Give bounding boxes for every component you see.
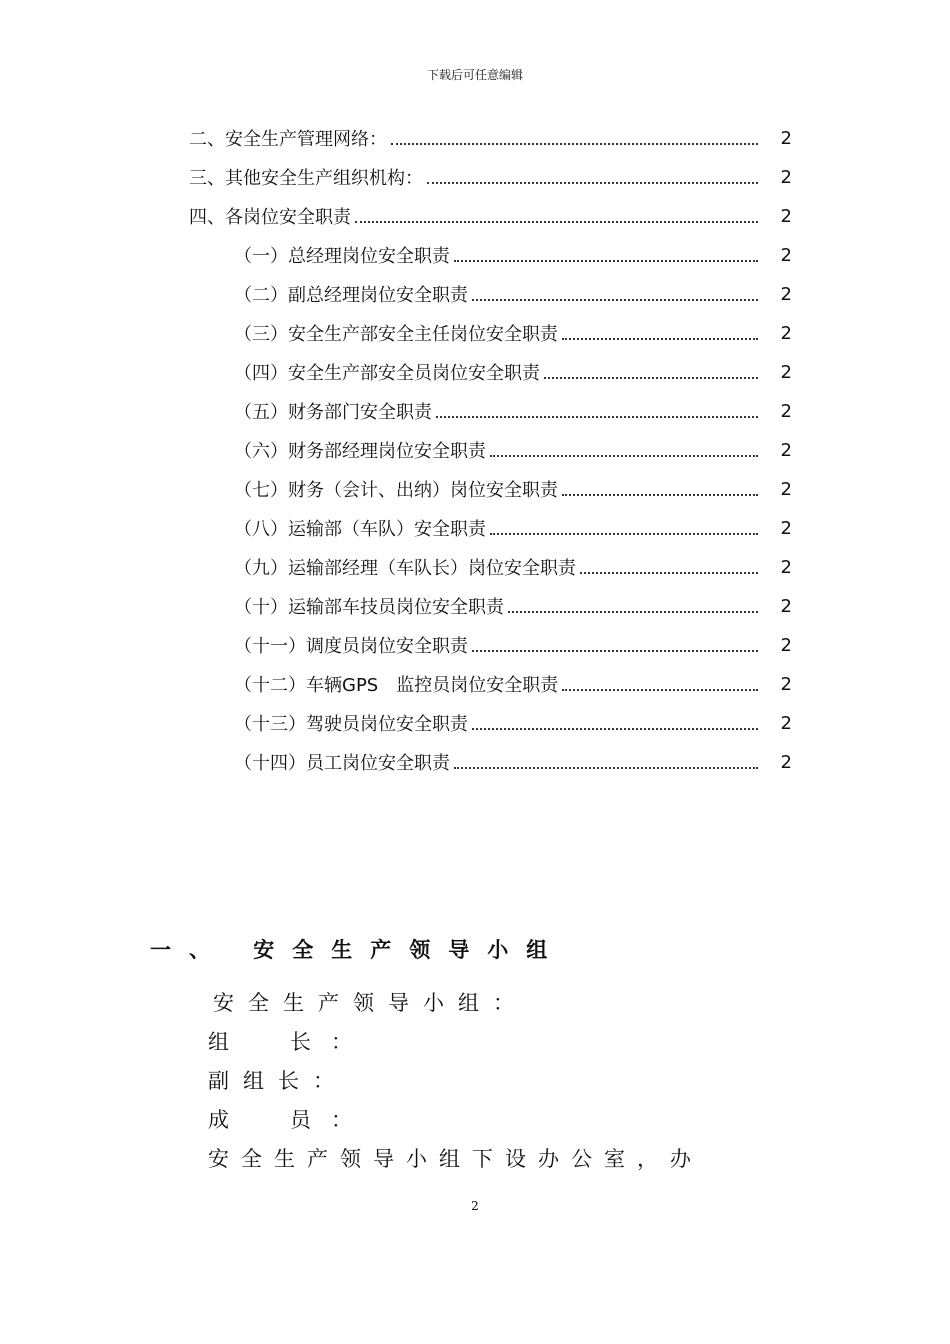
toc-entry-title: （十一）调度员岗位安全职责 xyxy=(234,636,468,657)
toc-entry[interactable] xyxy=(234,241,792,269)
toc-entry-page: 2 xyxy=(780,517,792,539)
page-number: 2 xyxy=(471,1199,479,1213)
toc-leader-dots xyxy=(490,436,758,464)
toc-entry-page: 2 xyxy=(780,283,792,305)
toc-leader-dots xyxy=(472,709,758,737)
toc-entry-page: 2 xyxy=(780,712,792,734)
toc-entry-page: 2 xyxy=(780,673,792,695)
toc-entry[interactable] xyxy=(234,631,792,659)
toc-entry-title: （十四）员工岗位安全职责 xyxy=(234,753,450,774)
toc-entry[interactable] xyxy=(234,709,792,737)
toc-leader-dots xyxy=(508,592,758,620)
toc-entry-title: （三）安全生产部安全主任岗位安全职责 xyxy=(234,324,558,345)
toc-entry[interactable] xyxy=(234,553,792,581)
toc-entry[interactable] xyxy=(234,436,792,464)
toc-leader-dots xyxy=(391,124,758,152)
toc-entry[interactable] xyxy=(234,397,792,425)
toc-entry[interactable] xyxy=(234,280,792,308)
toc-entry[interactable] xyxy=(234,514,792,542)
toc-entry-title: （十三）驾驶员岗位安全职责 xyxy=(234,714,468,735)
toc-entry-page: 2 xyxy=(780,244,792,266)
page-header: 下载后可任意编辑 xyxy=(426,68,523,82)
toc-entry[interactable] xyxy=(189,124,792,152)
toc-entry[interactable] xyxy=(234,358,792,386)
toc-entry-title: （十二）车辆GPS 监控员岗位安全职责 xyxy=(234,675,559,696)
toc-leader-dots xyxy=(427,163,758,191)
toc-entry-page: 2 xyxy=(780,595,792,617)
toc-leader-dots xyxy=(580,553,758,581)
toc-leader-dots xyxy=(472,280,758,308)
toc-entry[interactable] xyxy=(234,592,792,620)
toc-entry-title: （一）总经理岗位安全职责 xyxy=(234,246,450,267)
body-line-members: 成 员： xyxy=(208,1108,372,1132)
toc-entry-title: （六）财务部经理岗位安全职责 xyxy=(234,441,486,462)
toc-entry-page: 2 xyxy=(780,400,792,422)
body-line-office: 安全生产领导小组下设办公室，办 xyxy=(208,1147,703,1171)
toc-entry-page: 2 xyxy=(780,634,792,656)
toc-entry-title: 三、其他安全生产组织机构： xyxy=(189,168,423,189)
toc-entry[interactable] xyxy=(189,202,792,230)
toc-entry-page: 2 xyxy=(780,361,792,383)
toc-entry-title: （八）运输部（车队）安全职责 xyxy=(234,519,486,540)
toc-leader-dots xyxy=(454,241,758,269)
toc-entry-page: 2 xyxy=(780,127,792,149)
toc-entry[interactable] xyxy=(189,163,792,191)
toc-entry-title: （十）运输部车技员岗位安全职责 xyxy=(234,597,504,618)
toc-entry-title: （五）财务部门安全职责 xyxy=(234,402,432,423)
toc-entry-title: （四）安全生产部安全员岗位安全职责 xyxy=(234,363,540,384)
body-line-deputy-leader: 副组长： xyxy=(208,1069,348,1093)
toc-entry-page: 2 xyxy=(780,439,792,461)
toc-entry-page: 2 xyxy=(780,751,792,773)
body-line-leader: 组 长： xyxy=(208,1030,372,1054)
toc-leader-dots xyxy=(355,202,758,230)
toc-entry-page: 2 xyxy=(780,478,792,500)
toc-leader-dots xyxy=(490,514,758,542)
section-heading: 一、 安全生产领导小组 xyxy=(150,938,566,962)
toc-leader-dots xyxy=(454,748,758,776)
body-line-group-title: 安全生产领导小组： xyxy=(213,991,528,1015)
toc-entry-page: 2 xyxy=(780,556,792,578)
toc-entry[interactable] xyxy=(234,748,792,776)
toc-entry[interactable] xyxy=(234,319,792,347)
toc-entry-page: 2 xyxy=(780,166,792,188)
toc-entry-title: （九）运输部经理（车队长）岗位安全职责 xyxy=(234,558,576,579)
toc-entry-page: 2 xyxy=(780,205,792,227)
toc-entry-title: 四、各岗位安全职责 xyxy=(189,207,351,228)
toc-entry[interactable] xyxy=(234,670,792,698)
toc-entry-page: 2 xyxy=(780,322,792,344)
toc-leader-dots xyxy=(562,319,758,347)
toc-leader-dots xyxy=(544,358,758,386)
toc-leader-dots xyxy=(436,397,758,425)
toc-leader-dots xyxy=(472,631,758,659)
toc-leader-dots xyxy=(562,475,758,503)
toc-entry-title: 二、安全生产管理网络： xyxy=(189,129,387,150)
toc-entry-title: （七）财务（会计、出纳）岗位安全职责 xyxy=(234,480,558,501)
toc-entry-title: （二）副总经理岗位安全职责 xyxy=(234,285,468,306)
toc-entry[interactable] xyxy=(234,475,792,503)
toc-leader-dots xyxy=(562,670,758,698)
